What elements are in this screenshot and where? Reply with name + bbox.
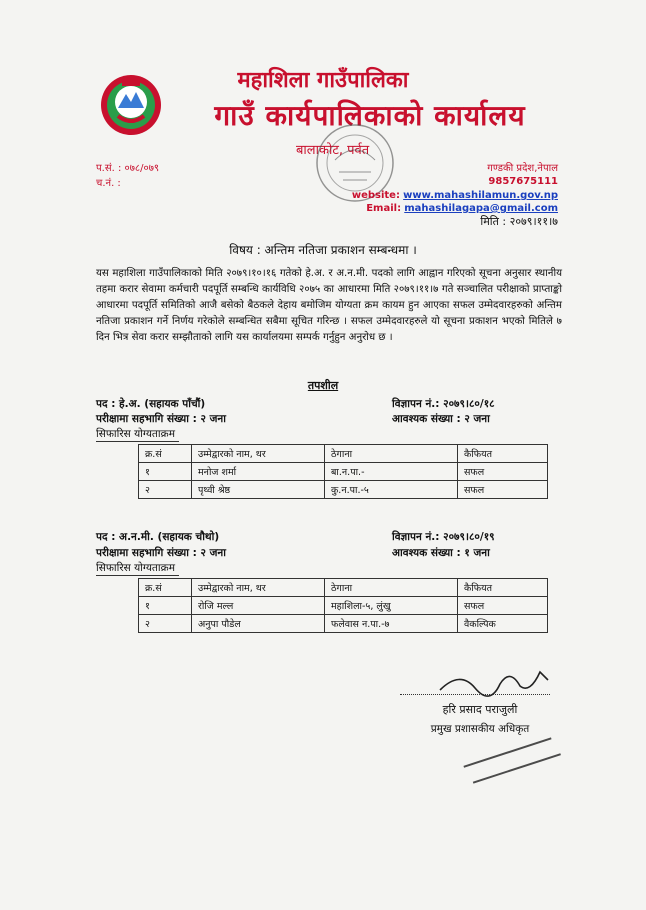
signatory-name: हरि प्रसाद पराजुली (442, 703, 518, 716)
cell-remarks: सफल (458, 463, 548, 481)
cell-address: बा.न.पा.- (325, 463, 458, 481)
ref-number: प.सं. : ०७८/०७९ (96, 163, 160, 174)
required-1: आवश्यक संख्या : २ जना (392, 413, 490, 425)
office-address: बालाकोट, पर्वत (296, 143, 370, 158)
col-address: ठेगाना (325, 579, 458, 597)
participants-1: परीक्षामा सहभागि संख्या : २ जना (96, 413, 226, 425)
candidate-table-2 (138, 578, 548, 633)
table-header-row (139, 579, 548, 597)
recommend-heading-2: सिफारिस योग्यताक्रम (96, 561, 179, 576)
table-row (139, 615, 548, 633)
details-heading: तपशील (307, 379, 339, 392)
cell-sn: १ (139, 597, 192, 615)
website-label: website: (351, 190, 400, 201)
cell-remarks: सफल (458, 481, 548, 499)
cell-name: मनोज शर्मा (192, 463, 325, 481)
notice-body: यस महाशिला गाउँपालिकाको मिति २०७९।१०।१६ गतेको हे.अ. र अ.न.मी. पदको लागि आह्वान गरिएको सूचना अनुसार स्थानीय तहमा करार सेवामा कर्मचारी पदपूर्ति सम्बन्धि कार्यविधि २०७५ का आधारमा मिति २०७९।११।७ गते सञ्चालित परीक्षाको प्राप्ताङ्को आधारमा पदपूर्ति समितिको आजै बसेको बैठकले देहाय बमोजिम योग्यता क्रम कायम हुन आएका सफल उम्मेदवारहरुको अन्तिम नतिजा प्रकाशन गर्ने निर्णय गरेकोले सम्बन्धित सबैमा सूचित गरिन्छ । सफल उम्मेदवारहरुले यो सूचना प्रकाशन भएको मितिले ७ दिन भित्र सेवा करार सम्झौताको लागि यस कार्यालयमा सम्पर्क गर्नुहुन अनुरोध छ । (96, 268, 562, 343)
participants-2: परीक्षामा सहभागि संख्या : २ जना (96, 547, 226, 559)
candidate-table-1 (138, 444, 548, 499)
col-remarks: कैफियत (458, 579, 548, 597)
col-address: ठेगाना (325, 445, 458, 463)
cell-remarks: वैकल्पिक (458, 615, 548, 633)
col-sn: क्र.सं (139, 445, 192, 463)
cell-address: महाशिला-५, लुंखु (325, 597, 458, 615)
cell-name: रोजि मल्ल (192, 597, 325, 615)
cell-name: अनुपा पौडेल (192, 615, 325, 633)
signature-line (400, 694, 550, 695)
dispatch-number: च.नं. : (96, 178, 121, 189)
cell-remarks: सफल (458, 597, 548, 615)
website-line (352, 190, 558, 201)
letter-date: मिति : २०७९।११।७ (480, 215, 558, 228)
email-label: Email: (366, 203, 402, 214)
col-name: उम्मेद्वारको नाम, थर (192, 445, 325, 463)
post-1: पद : हे.अ. (सहायक पाँचौं) (96, 398, 206, 410)
notice-no-1: विज्ञापन नं.: २०७९।८०/१८ (392, 398, 495, 410)
table-row (139, 481, 548, 499)
cell-sn: १ (139, 463, 192, 481)
notice-no-2: विज्ञापन नं.: २०७९।८०/१९ (392, 531, 495, 543)
subject-line: विषय : अन्तिम नतिजा प्रकाशन सम्बन्धमा । (229, 243, 417, 257)
table-row (139, 597, 548, 615)
cell-sn: २ (139, 481, 192, 499)
cell-address: कु.न.पा.-५ (325, 481, 458, 499)
website-link[interactable]: www.mahashilamun.gov.np (403, 190, 558, 201)
col-name: उम्मेद्वारको नाम, थर (192, 579, 325, 597)
cell-name: पृथ्वी श्रेष्ठ (192, 481, 325, 499)
email-link[interactable]: mahashilagapa@gmail.com (404, 203, 558, 214)
official-stamp-icon (455, 722, 565, 792)
table-row (139, 463, 548, 481)
signatory-post: प्रमुख प्रशासकीय अधिकृत (430, 723, 530, 735)
email-line (366, 203, 558, 214)
col-remarks: कैफियत (458, 445, 548, 463)
col-sn: क्र.सं (139, 579, 192, 597)
required-2: आवश्यक संख्या : १ जना (392, 547, 490, 559)
phone: 9857675111 (488, 176, 558, 187)
recommend-heading-1: सिफारिस योग्यताक्रम (96, 427, 179, 442)
cell-sn: २ (139, 615, 192, 633)
office-name: गाउँ कार्यपालिकाको कार्यालय (214, 99, 526, 132)
table-header-row (139, 445, 548, 463)
cell-address: फलेवास न.पा.-७ (325, 615, 458, 633)
post-2: पद : अ.न.मी. (सहायक चौथो) (96, 531, 220, 543)
municipality-name: महाशिला गाउँपालिका (237, 68, 409, 93)
province: गण्डकी प्रदेश,नेपाल (487, 163, 558, 174)
